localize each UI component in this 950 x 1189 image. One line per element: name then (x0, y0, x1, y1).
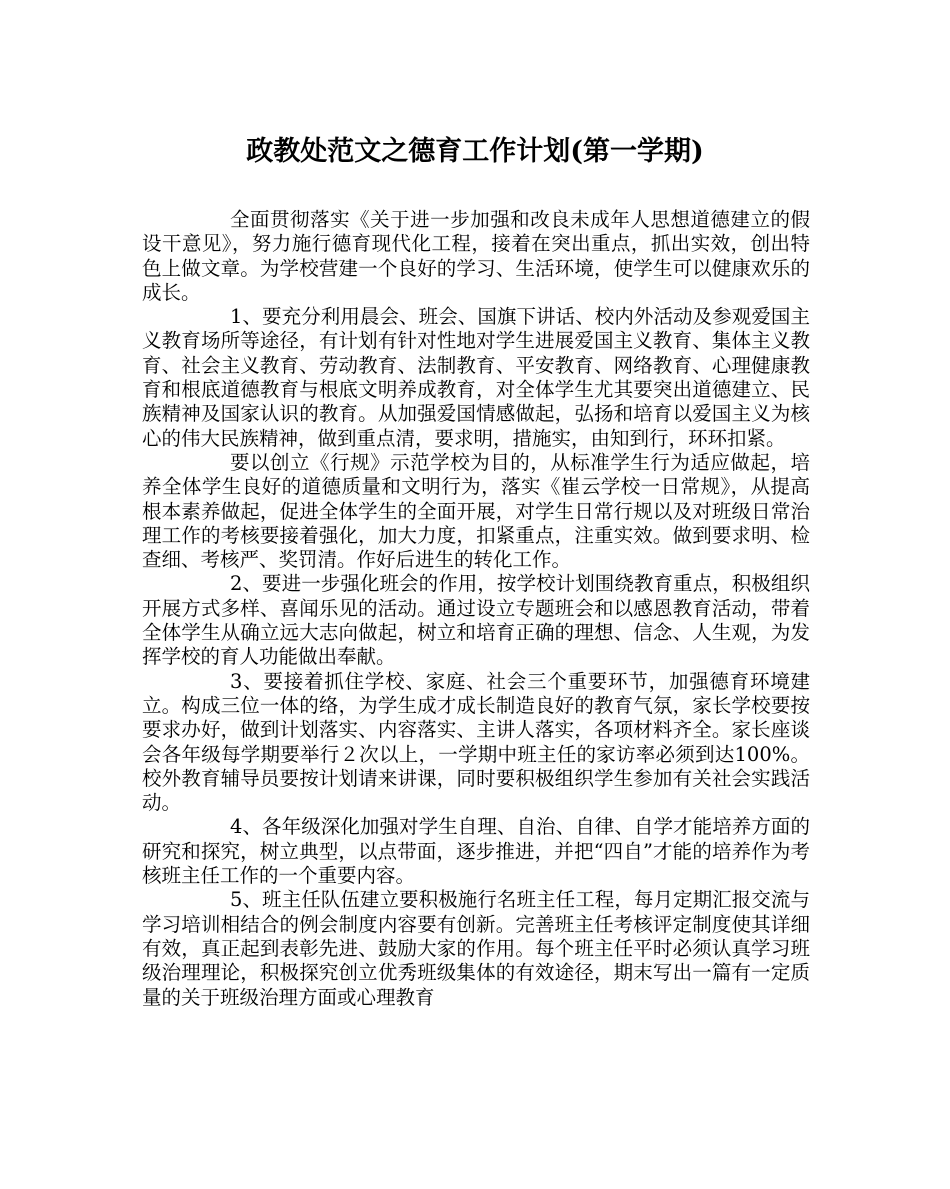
paragraph-item-5: 5、班主任队伍建立要积极施行名班主任工程，每月定期汇报交流与学习培训相结合的例会制度内容要有创新。完善班主任考核评定制度使其详细有效，真正起到表彰先进、鼓励大家的作用。每个班主任平时必须认真学习班级治理理论，积极探究创立优秀班级集体的有效途径，期末写出一篇有一定质量的关于班级治理方面或心理教育 (142, 888, 810, 1009)
document-title: 政教处范文之德育工作计划(第一学期) (246, 136, 704, 167)
paragraph-item-4: 4、各年级深化加强对学生自理、自治、自律、自学才能培养方面的研究和探究，树立典型，以点带面，逐步推进，并把“四自”才能的培养作为考核班主任工作的一个重要内容。 (142, 815, 810, 888)
paragraph-item-2: 2、要进一步强化班会的作用，按学校计划围绕教育重点，积极组织开展方式多样、喜闻乐见的活动。通过设立专题班会和以感恩教育活动，带着全体学生从确立远大志向做起，树立和培育正确的理想、信念、人生观，为发挥学校的育人功能做出奉献。 (142, 572, 810, 669)
paragraph-item-1: 1、要充分利用晨会、班会、国旗下讲话、校内外活动及参观爱国主义教育场所等途径，有计划有针对性地对学生进展爱国主义教育、集体主义教育、社会主义教育、劳动教育、法制教育、平安教育、网络教育、心理健康教育和根底道德教育与根底文明养成教育，对全体学生尤其要突出道德建立、民族精神及国家认识的教育。从加强爱国情感做起，弘扬和培育以爱国主义为核心的伟大民族精神，做到重点清，要求明，措施实，由知到行，环环扣紧。 (142, 305, 810, 450)
document-body (142, 208, 810, 1010)
paragraph-behavior-norms: 要以创立《行规》示范学校为目的，从标准学生行为适应做起，培养全体学生良好的道德质量和文明行为，落实《崔云学校一日常规》，从提高根本素养做起，促进全体学生的全面开展，对学生日常行规以及对班级日常治理工作的考核要接着强化，加大力度，扣紧重点，注重实效。做到要求明、检查细、考核严、奖罚清。作好后进生的转化工作。 (142, 450, 810, 572)
paragraph-item-3: 3、要接着抓住学校、家庭、社会三个重要环节，加强德育环境建立。构成三位一体的络，为学生成才成长制造良好的教育气氛，家长学校要按要求办好，做到计划落实、内容落实、主讲人落实，各项材料齐全。家长座谈会各年级每学期要举行２次以上，一学期中班主任的家访率必须到达100%。校外教育辅导员要按计划请来讲课，同时要积极组织学生参加有关社会实践活动。 (142, 669, 810, 815)
paragraph-intro: 全面贯彻落实《关于进一步加强和改良未成年人思想道德建立的假设干意见》，努力施行德育现代化工程，接着在突出重点，抓出实效，创出特色上做文章。为学校营建一个良好的学习、生活环境，使学生可以健康欢乐的成长。 (142, 208, 810, 304)
